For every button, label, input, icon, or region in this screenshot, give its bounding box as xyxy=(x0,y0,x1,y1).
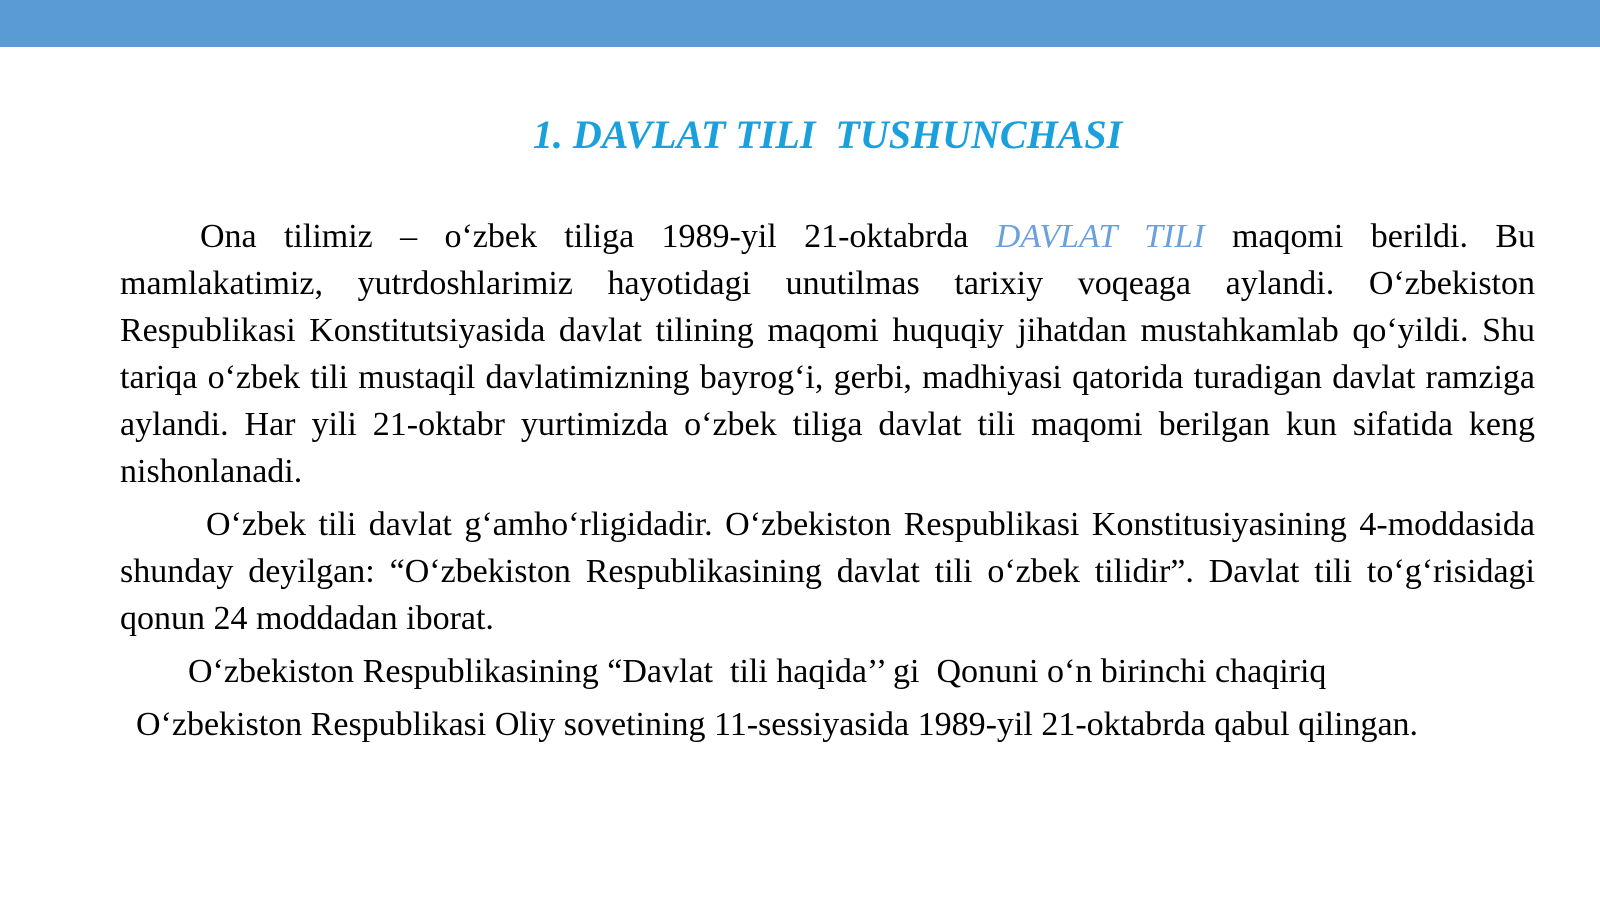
highlight-davlat-tili: DAVLAT TILI xyxy=(995,218,1205,255)
slide-title: 1. DAVLAT TILI TUSHUNCHASI xyxy=(532,112,1123,157)
paragraph-1 xyxy=(120,213,1535,495)
paragraph-1-text-end: maqomi berildi. Bu mamlakatimiz, yutrdoshlarimiz hayotidagi unutilmas tarixiy voqeaga aylandi. O‘zbekiston Respublikasi Konstitutsiyasida davlat tilining maqomi huquqiy jihatdan mustahkamlab qo‘yildi. Shu tariqa o‘zbek tili mustaqil davlatimizning bayrog‘i, gerbi, madhiyasi qatorida turadigan davlat ramziga aylandi. Har yili 21-oktabr yurtimizda o‘zbek tiliga davlat tili maqomi berilgan kun sifatida keng nishonlanadi. xyxy=(120,218,1535,490)
paragraph-2: O‘zbek tili davlat g‘amho‘rligidadir. O‘zbekiston Respublikasi Konstitusiyasining 4-moddasida shunday deyilgan: “O‘zbekiston Respublikasining davlat tili o‘zbek tilidir”. Davlat tili to‘g‘risidagi qonun 24 moddadan iborat. xyxy=(120,506,1535,637)
paragraph-4: O‘zbekiston Respublikasi Oliy sovetining 11-sessiyasida 1989-yil 21-oktabrda qabul qilingan. xyxy=(136,706,1419,743)
slide-content xyxy=(120,105,1535,748)
paragraph-3: O‘zbekiston Respublikasining “Davlat tili haqida’’ gi Qonuni o‘n birinchi chaqiriq xyxy=(188,653,1327,690)
header-bar xyxy=(0,0,1600,47)
slide-body xyxy=(120,213,1535,748)
paragraph-1-text-start: Ona tilimiz – o‘zbek tiliga 1989-yil 21-oktabrda xyxy=(200,218,996,255)
